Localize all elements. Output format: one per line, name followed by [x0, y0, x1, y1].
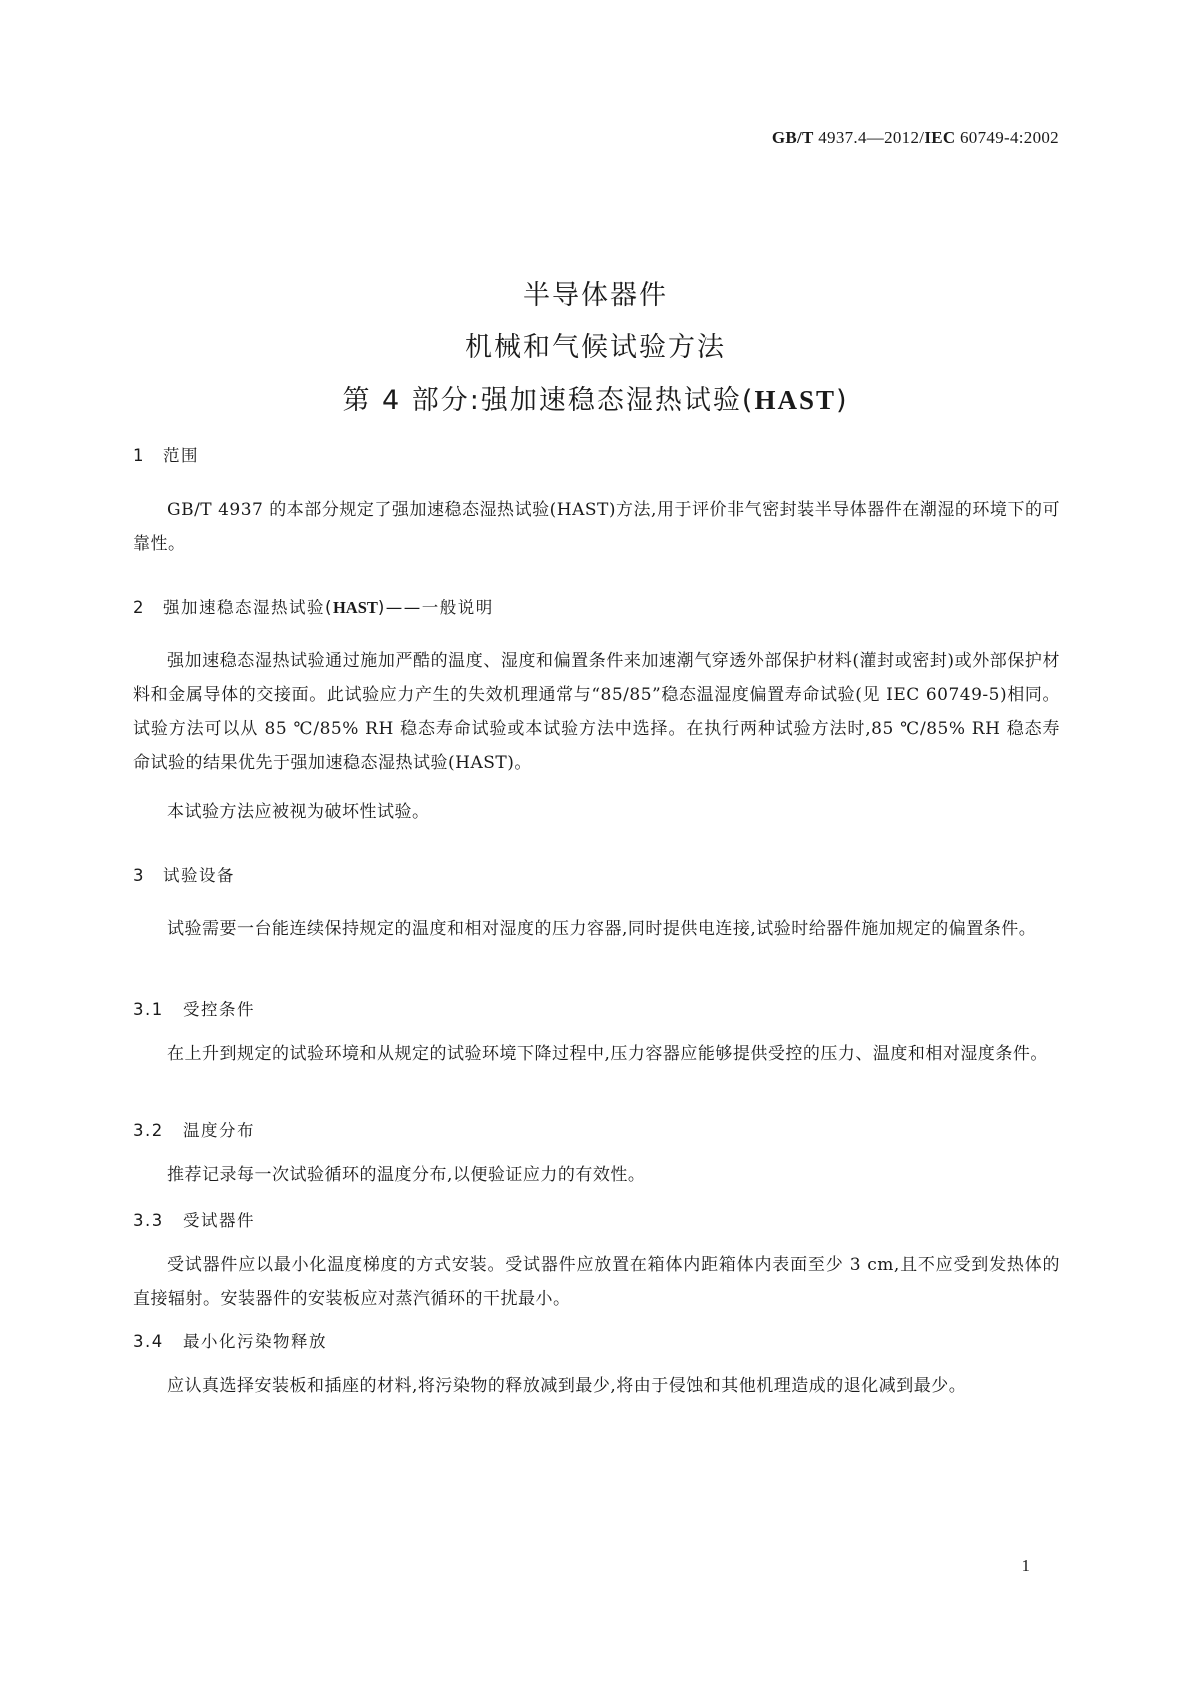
section-2-heading	[133, 594, 494, 618]
standard-prefix: GB/T	[771, 128, 814, 147]
section-2-paragraph-1: 强加速稳态湿热试验通过施加严酷的温度、湿度和偏置条件来加速潮气穿透外部保护材料(灌封或密封)或外部保护材料和金属导体的交接面。此试验应力产生的失效机理通常与“85/85”稳态温湿度偏置寿命试验(见 IEC 60749-5)相同。试验方法可以从 85 ℃/85% RH 稳态寿命试验或本试验方法中选择。在执行两种试验方法时,85 ℃/85% RH 稳态寿命试验的结果优先于强加速稳态湿热试验(HAST)。	[133, 651, 1060, 773]
standard-header	[772, 128, 1059, 148]
section-3-2-paragraph-1: 推荐记录每一次试验循环的温度分布,以便验证应力的有效性。	[167, 1165, 646, 1185]
section-number: 3	[133, 866, 145, 885]
section-title: 受控条件	[183, 1000, 255, 1019]
section-number: 3.2	[133, 1121, 164, 1140]
iec-prefix: IEC	[924, 128, 956, 147]
section-2-paragraph-2: 本试验方法应被视为破坏性试验。	[167, 802, 430, 822]
section-number: 3.4	[133, 1332, 164, 1351]
title-line-3-prefix: 第 4 部分:强加速稳态湿热试验(	[342, 385, 755, 416]
section-title: 范围	[163, 446, 199, 465]
section-number: 3.3	[133, 1211, 164, 1230]
section-1-paragraph-1: GB/T 4937 的本部分规定了强加速稳态湿热试验(HAST)方法,用于评价非气密封装半导体器件在潮湿的环境下的可靠性。	[133, 500, 1060, 554]
section-3-heading	[133, 862, 235, 886]
section-title: 最小化污染物释放	[183, 1332, 327, 1351]
section-3-4-paragraph-1: 应认真选择安装板和插座的材料,将污染物的释放减到最少,将由于侵蚀和其他机理造成的退化减到最少。	[167, 1376, 967, 1396]
section-title: 试验设备	[163, 866, 235, 885]
section-title-hast: HAST	[332, 598, 378, 617]
section-3-1-heading	[133, 996, 255, 1020]
iec-number: 60749-4:2002	[955, 128, 1059, 147]
page-number: 1	[1021, 1556, 1030, 1575]
section-3-1-paragraph-1: 在上升到规定的试验环境和从规定的试验环境下降过程中,压力容器应能够提供受控的压力、温度和相对湿度条件。	[167, 1044, 1048, 1064]
section-3-3-heading	[133, 1207, 255, 1231]
section-3-paragraph-1: 试验需要一台能连续保持规定的温度和相对湿度的压力容器,同时提供电连接,试验时给器件施加规定的偏置条件。	[167, 919, 1037, 939]
document-title	[0, 270, 1191, 427]
section-number: 3.1	[133, 1000, 164, 1019]
title-line-1: 半导体器件	[523, 280, 668, 311]
section-title: 受试器件	[183, 1211, 255, 1230]
title-line-3	[0, 374, 1191, 427]
standard-number: 4937.4—2012/	[813, 128, 925, 147]
section-3-3-paragraph-1: 受试器件应以最小化温度梯度的方式安装。受试器件应放置在箱体内距箱体内表面至少 3 cm,且不应受到发热体的直接辐射。安装器件的安装板应对蒸汽循环的干扰最小。	[133, 1255, 1060, 1309]
section-number: 1	[133, 446, 145, 465]
section-number: 2	[133, 598, 145, 617]
section-1-heading	[133, 442, 199, 466]
section-3-2-heading	[133, 1117, 255, 1141]
title-line-3-suffix: )	[835, 385, 849, 416]
section-title-suffix: )——一般说明	[377, 598, 494, 617]
section-3-4-heading	[133, 1328, 327, 1352]
title-line-2: 机械和气候试验方法	[465, 332, 726, 363]
section-title: 温度分布	[183, 1121, 255, 1140]
section-title-prefix: 强加速稳态湿热试验(	[163, 598, 333, 617]
title-line-3-hast: HAST	[754, 385, 836, 415]
